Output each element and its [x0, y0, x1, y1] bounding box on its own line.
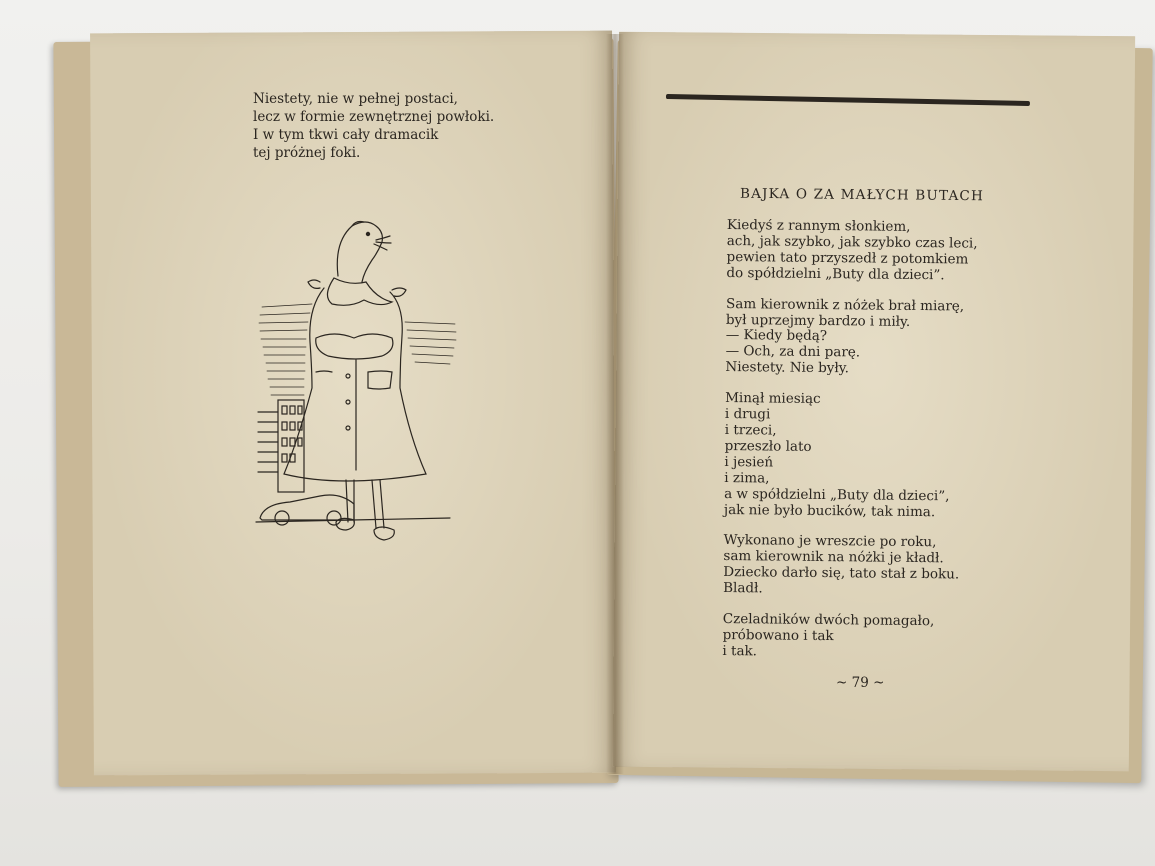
verse-line: I w tym tkwi cały dramacik — [253, 127, 439, 143]
coat-collar — [308, 278, 406, 305]
left-page-verse — [253, 90, 553, 162]
verse-line: przeszło lato — [724, 437, 812, 455]
right-page-verse — [722, 218, 987, 677]
verse-line: Minął miesiąc — [725, 390, 821, 408]
stanza — [726, 218, 987, 284]
verse-line: był uprzejmy bardzo i miły. — [725, 311, 911, 330]
verse-line: próbowano i tak — [722, 626, 834, 645]
buildings — [258, 400, 304, 492]
verse-line: Kiedyś z rannym słonkiem, — [726, 217, 911, 235]
poem-title: BAJKA O ZA MAŁYCH BUTACH — [739, 185, 985, 205]
verse-line: lecz w formie zewnętrznej powłoki. — [253, 109, 495, 125]
verse-line: i drugi — [724, 406, 771, 423]
verse-line: i trzeci, — [724, 421, 777, 439]
verse-line: jak nie było bucików, tak nima. — [723, 501, 936, 520]
verse-line: do spółdzielni „Buty dla dzieci”. — [726, 264, 945, 284]
verse-line: — Och, za dni parę. — [725, 343, 861, 361]
stanza — [722, 612, 982, 662]
stanza — [725, 297, 986, 379]
page-number: ~ 79 ~ — [836, 675, 885, 691]
verse-line: pewien tato przyszedł z potomkiem — [726, 248, 969, 268]
verse-line: Niestety, nie w pełnej postaci, — [253, 91, 458, 107]
coat-body — [284, 288, 426, 481]
verse-line: Wykonano je wreszcie po roku, — [723, 532, 937, 551]
verse-line: Niestety. Nie były. — [725, 359, 849, 377]
verse-line: ach, jak szybko, jak szybko czas leci, — [726, 232, 978, 252]
verse-line: i jesień — [724, 453, 774, 471]
verse-line: Bladł. — [723, 580, 763, 597]
verse-line: Czeladników dwóch pomagało, — [722, 611, 935, 630]
seal-head — [337, 222, 391, 283]
verse-line: a w spółdzielni „Buty dla dzieci”, — [724, 485, 950, 504]
verse-line: i zima, — [724, 469, 770, 487]
verse-line: Dziecko darło się, tato stał z boku. — [723, 564, 960, 583]
seal-in-fur-coat-illustration — [250, 212, 460, 548]
hatch-background — [259, 304, 456, 395]
verse-line: sam kierownik na nóżki je kładł. — [723, 548, 944, 567]
legs-and-shoes — [336, 480, 394, 540]
book-gutter — [606, 34, 624, 774]
stanza — [723, 533, 984, 599]
verse-line: — Kiedy będą? — [725, 327, 828, 345]
verse-line: Sam kierownik z nóżek brał miarę, — [726, 295, 965, 315]
stanza — [724, 391, 985, 521]
verse-line: tej próżnej foki. — [253, 145, 361, 161]
verse-line: i tak. — [722, 642, 758, 660]
